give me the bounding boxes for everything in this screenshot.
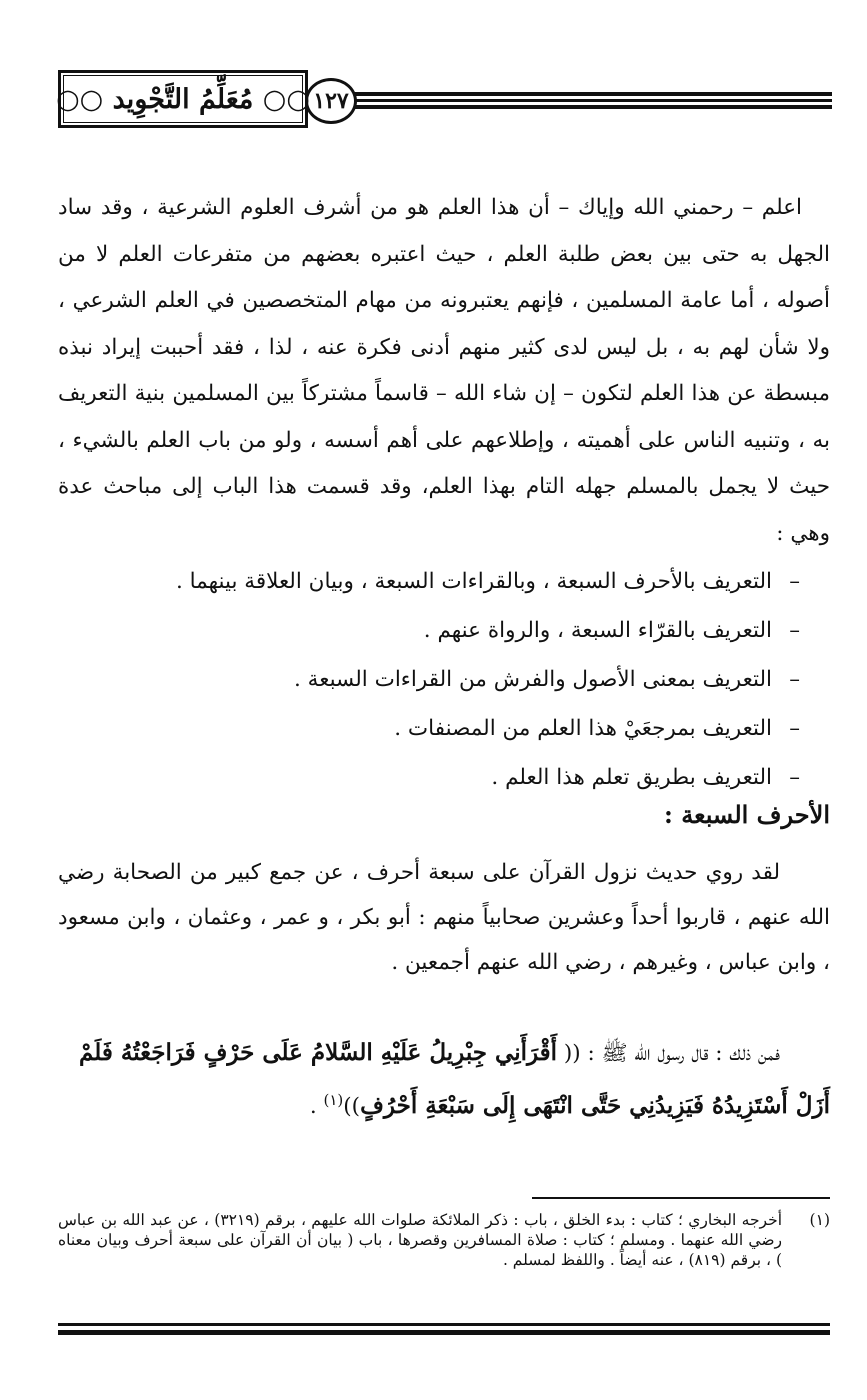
header-rule-middle xyxy=(340,99,832,102)
page-header xyxy=(0,0,867,140)
list-dash: – xyxy=(789,765,800,790)
list-dash: – xyxy=(789,667,800,692)
list-dash: – xyxy=(789,569,800,594)
section-paragraph: لقد روي حديث نزول القرآن على سبعة أحرف ، عن جمع كبير من الصحابة رضي الله عنهم ، قاربوا أحداً وعشرين صحابياً منهم : أبو بكر ، و عمر ، وعثمان ، وابن مسعود ، وابن عباس ، وغيرهم ، رضي الله عنهم أجمعين . xyxy=(58,860,830,975)
hadith-paragraph xyxy=(58,1030,830,1130)
running-title-box xyxy=(58,70,308,128)
topic-list xyxy=(58,557,830,802)
hadith-close: )) xyxy=(343,1094,361,1120)
footnote-ref: (١) xyxy=(323,1091,344,1109)
footnote-separator xyxy=(532,1197,830,1199)
section-body xyxy=(58,850,830,985)
list-item: –التعريف بمعنى الأصول والفرش من القراءات السبعة . xyxy=(58,655,800,704)
list-item: –التعريف بمرجعَيْ هذا العلم من المصنفات . xyxy=(58,704,800,753)
header-rule-top xyxy=(340,92,832,96)
page-number: ١٢٧ xyxy=(305,78,357,124)
list-item: –التعريف بالأحرف السبعة ، وبالقراءات السبعة ، وبيان العلاقة بينهما . xyxy=(58,557,800,606)
footer-rule-thin xyxy=(58,1323,830,1326)
section-heading: الأحرف السبعة : xyxy=(664,800,830,829)
hadith-end: . xyxy=(309,1094,324,1120)
footnote-number: (١) xyxy=(809,1211,830,1229)
list-item: –التعريف بطريق تعلم هذا العلم . xyxy=(58,753,800,802)
footnote xyxy=(58,1210,830,1270)
header-rule-bottom xyxy=(340,105,832,109)
hadith-block xyxy=(58,1030,830,1130)
intro-section xyxy=(58,185,830,802)
intro-paragraph: اعلم – رحمني الله وإياك – أن هذا العلم هو من أشرف العلوم الشرعية ، وقد ساد الجهل به حتى بين بعض طلبة العلم ، حيث اعتبره بعضهم من متفرعات العلم لا من أصوله ، أما عامة المسلمين ، فإنهم يعتبرونه من مهام المتخصصين في العلم الشرعي ، ولا شأن لهم به ، بل ليس لدى كثير منهم أدنى فكرة عنه ، لذا ، فقد أحببت إيراد نبذه مبسطة عن هذا العلم لتكون – إن شاء الله – قاسماً مشتركاً بين المسلمين بنية التعريف به ، وتنبيه الناس على أهميته ، وإطلاعهم على أهم أسسه ، ولو من باب العلم بالشيء ، حيث لا يجمل بالمسلم جهله التام بهذا العلم، وقد قسمت هذا الباب إلى مباحث عدة وهي : xyxy=(58,195,830,546)
hadith-lead: فمن ذلك : قال رسول الله ﷺ : (( xyxy=(563,1041,780,1066)
running-title: ○○ مُعَلِّمُ التَّجْوِيد ○○ xyxy=(56,83,310,115)
list-item: –التعريف بالقرّاء السبعة ، والرواة عنهم . xyxy=(58,606,800,655)
list-dash: – xyxy=(789,618,800,643)
footnote-text: أخرجه البخاري ؛ كتاب : بدء الخلق ، باب : ذكر الملائكة صلوات الله عليهم ، برقم (٣٢١٩) ، عن عبد الله بن عباس رضي الله عنهما . ومسلم ؛ كتاب : صلاة المسافرين وقصرها ، باب ( بيان أن القرآن على سبعة أحرف وبيان معناه ) ، برقم (٨١٩) ، عنه أيضاً . واللفظ لمسلم . xyxy=(58,1211,782,1269)
footer-rule-thick xyxy=(58,1330,830,1335)
list-dash: – xyxy=(789,716,800,741)
hadith-quote: أَقْرَأَنِي جِبْرِيلُ عَلَيْهِ السَّلامُ عَلَى حَرْفٍ فَرَاجَعْتُهُ فَلَمْ أَزَلْ أَسْتَزِيدُهُ فَيَزِيدُنِي حَتَّى انْتَهَى إِلَى سَبْعَةِ أَحْرُفٍ xyxy=(78,1039,830,1120)
